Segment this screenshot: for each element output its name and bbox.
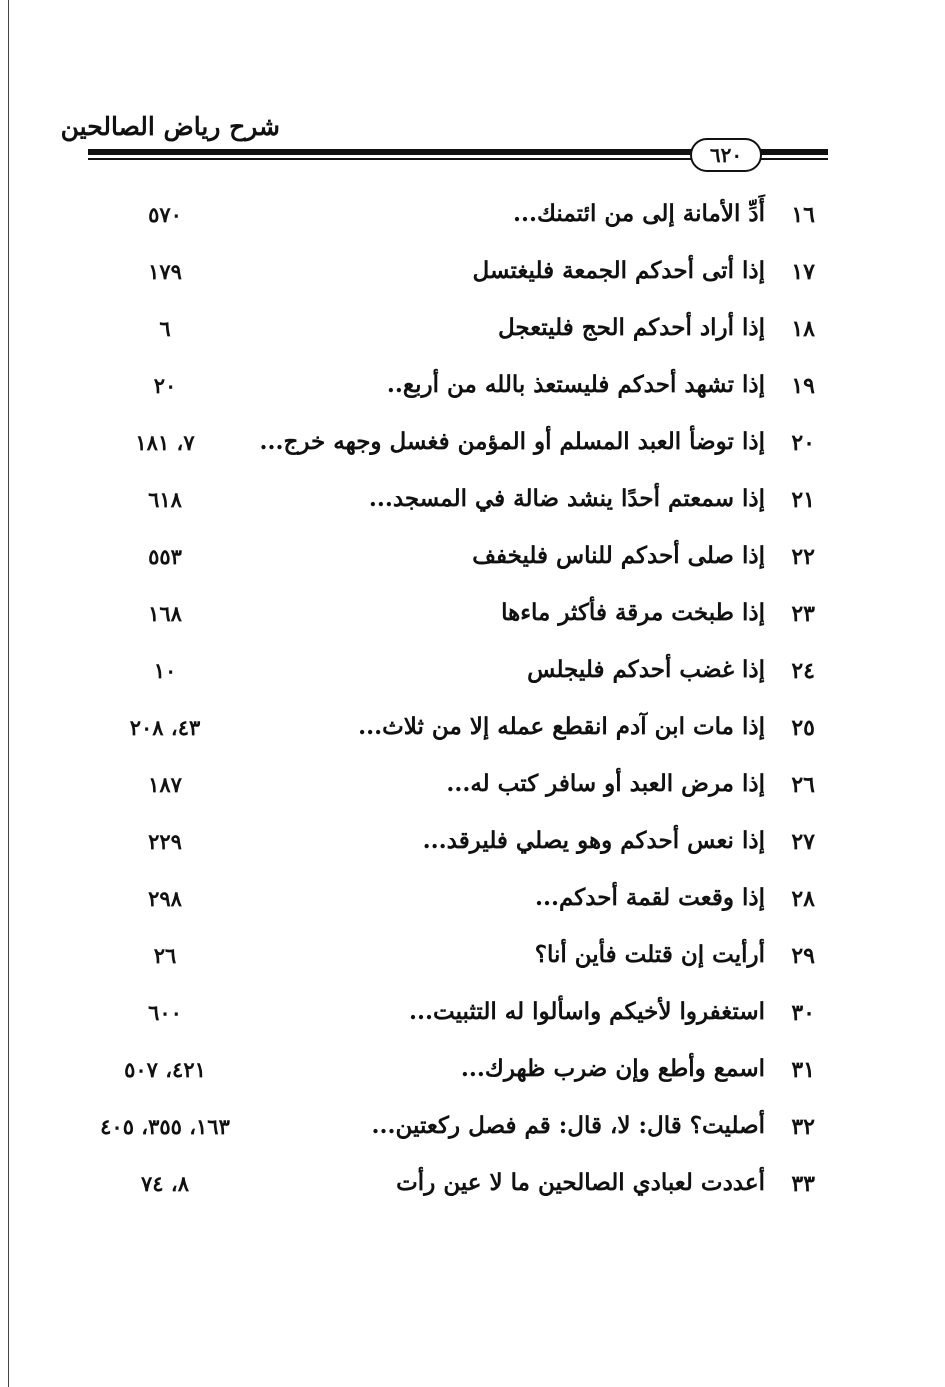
entry-number: ٣٠ — [791, 1000, 815, 1026]
index-entry — [0, 310, 945, 367]
hadith-index-list — [0, 196, 945, 1222]
entry-pages: ٢٩٨ — [148, 886, 182, 911]
entry-pages: ٥٧٠ — [148, 202, 182, 227]
entry-pages: ٥٥٣ — [148, 544, 182, 569]
entry-number: ٢١ — [791, 487, 815, 513]
entry-pages: ٤٢١، ٥٠٧ — [124, 1057, 206, 1082]
entry-number: ٢٧ — [791, 829, 815, 855]
entry-number: ١٧ — [791, 259, 815, 285]
index-entry — [0, 880, 945, 937]
running-header-title: شرح رياض الصالحين — [60, 112, 280, 141]
entry-text: إذا أراد أحدكم الحج فليتعجل — [497, 314, 765, 341]
entry-pages: ٢٦ — [153, 943, 177, 968]
index-entry — [0, 424, 945, 481]
entry-number: ١٨ — [791, 316, 815, 342]
entry-number: ٢٢ — [791, 544, 815, 570]
entry-text: إذا مات ابن آدم انقطع عمله إلا من ثلاث... — [358, 713, 765, 740]
index-entry — [0, 823, 945, 880]
entry-number: ٢٤ — [791, 658, 815, 684]
entry-pages: ١٧٩ — [148, 259, 182, 284]
entry-text: اسمع وأطع وإن ضرب ظهرك... — [460, 1055, 765, 1082]
entry-text: إذا وقعت لقمة أحدكم... — [534, 884, 765, 911]
entry-pages: ٧، ١٨١ — [135, 430, 195, 455]
index-entry — [0, 1051, 945, 1108]
entry-pages: ٢٠ — [153, 373, 177, 398]
entry-pages: ١٨٧ — [148, 772, 182, 797]
entry-text: إذا تشهد أحدكم فليستعذ بالله من أربع.. — [386, 371, 765, 398]
entry-pages: ٢٢٩ — [148, 829, 182, 854]
index-entry — [0, 481, 945, 538]
entry-number: ٣٣ — [791, 1171, 815, 1197]
entry-text: إذا مرض العبد أو سافر كتب له... — [446, 770, 765, 797]
entry-pages: ٤٣، ٢٠٨ — [129, 715, 201, 740]
entry-text: إذا أتى أحدكم الجمعة فليغتسل — [472, 257, 765, 284]
entry-pages: ١٦٨ — [148, 601, 182, 626]
entry-pages: ١٠ — [153, 658, 177, 683]
entry-text: إذا غضب أحدكم فليجلس — [527, 656, 765, 683]
entry-pages: ١٦٣، ٣٥٥، ٤٠٥ — [100, 1114, 230, 1139]
entry-number: ٢٨ — [791, 886, 815, 912]
entry-number: ٣١ — [791, 1057, 815, 1083]
index-entry — [0, 538, 945, 595]
page-number-badge: ٦٢٠ — [690, 138, 762, 172]
entry-text: إذا صلى أحدكم للناس فليخفف — [472, 542, 765, 569]
entry-number: ٢٦ — [791, 772, 815, 798]
index-entry — [0, 1108, 945, 1165]
entry-number: ١٦ — [791, 202, 815, 228]
entry-pages: ٨، ٧٤ — [141, 1171, 189, 1196]
entry-number: ٢٩ — [791, 943, 815, 969]
index-entry — [0, 253, 945, 310]
entry-text: أعددت لعبادي الصالحين ما لا عين رأت — [396, 1169, 765, 1196]
entry-number: ٢٠ — [791, 430, 815, 456]
index-entry — [0, 595, 945, 652]
entry-pages: ٦ — [159, 316, 171, 341]
entry-text: إذا طبخت مرقة فأكثر ماءها — [501, 599, 765, 626]
entry-number: ١٩ — [791, 373, 815, 399]
entry-number: ٢٣ — [791, 601, 815, 627]
index-entry — [0, 196, 945, 253]
index-entry — [0, 1165, 945, 1222]
entry-pages: ٦٠٠ — [148, 1000, 182, 1025]
index-entry — [0, 709, 945, 766]
entry-text: إذا سمعتم أحدًا ينشد ضالة في المسجد... — [368, 485, 765, 512]
entry-number: ٢٥ — [791, 715, 815, 741]
entry-pages: ٦١٨ — [148, 487, 182, 512]
entry-text: استغفروا لأخيكم واسألوا له التثبيت... — [409, 998, 765, 1025]
entry-number: ٣٢ — [791, 1114, 815, 1140]
index-entry — [0, 766, 945, 823]
index-entry — [0, 937, 945, 994]
entry-text: أَدِّ الأمانة إلى من ائتمنك... — [512, 200, 765, 227]
entry-text: أرأيت إن قتلت فأين أنا؟ — [534, 941, 765, 968]
entry-text: إذا توضأ العبد المسلم أو المؤمن فغسل وجهه خرج... — [259, 428, 765, 455]
entry-text: إذا نعس أحدكم وهو يصلي فليرقد... — [422, 827, 765, 854]
index-entry — [0, 994, 945, 1051]
index-entry — [0, 652, 945, 709]
index-entry — [0, 367, 945, 424]
entry-text: أصليت؟ قال: لا، قال: قم فصل ركعتين... — [371, 1112, 765, 1139]
